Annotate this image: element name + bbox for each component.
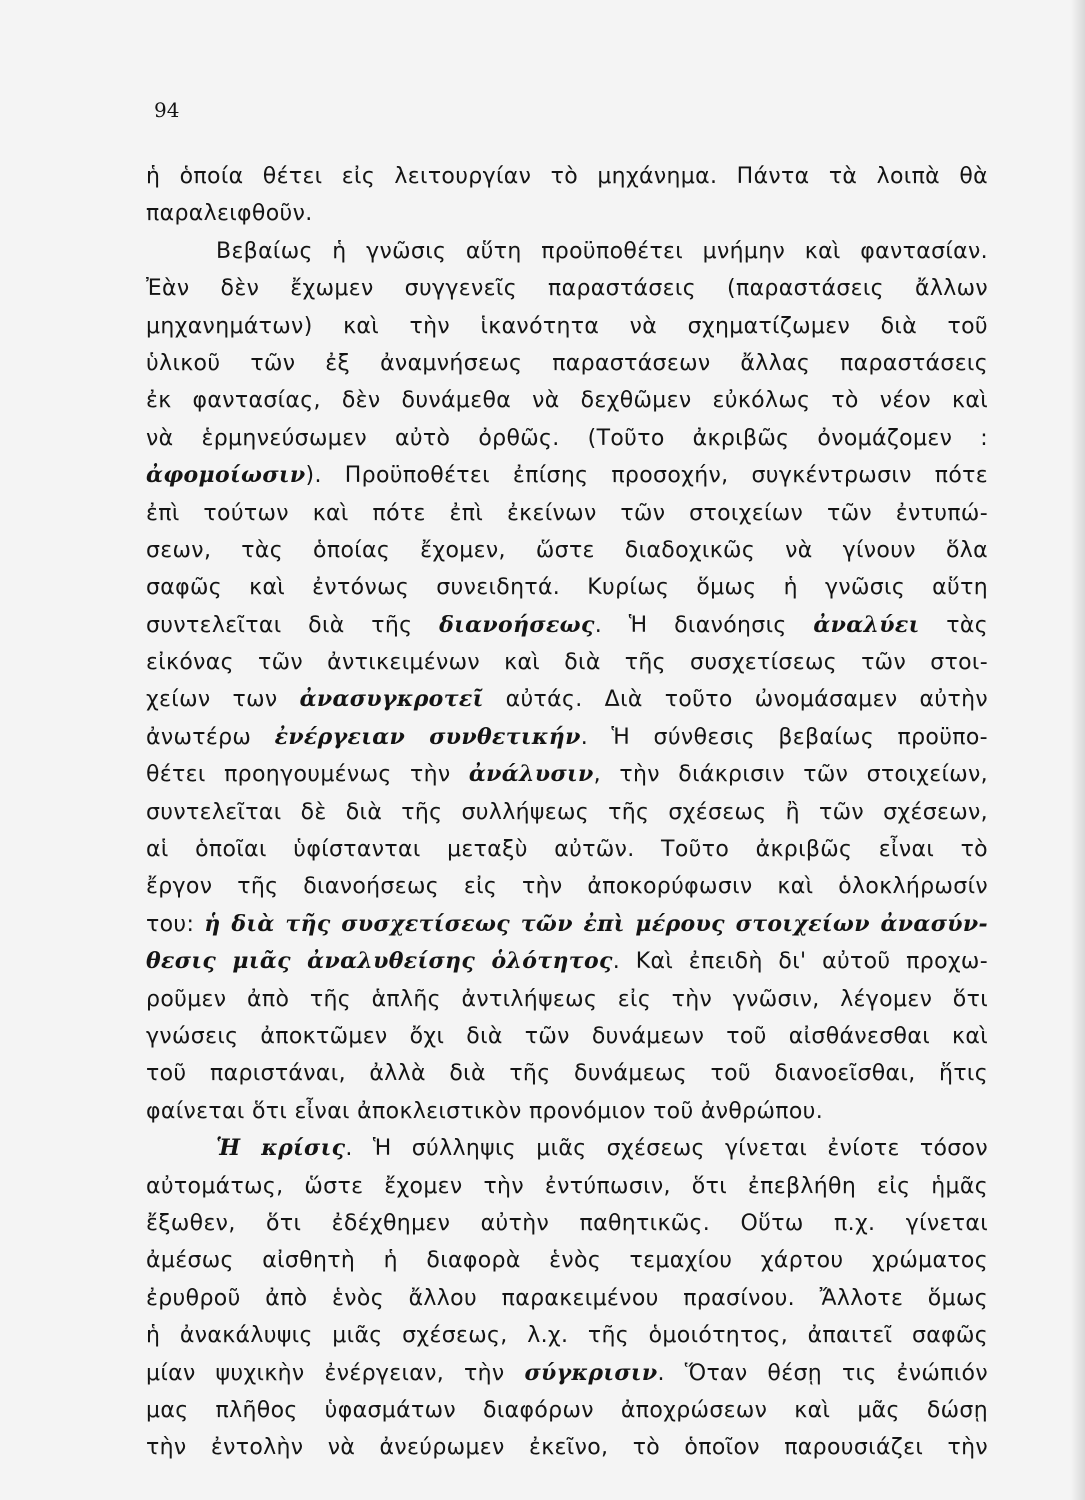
- text-line: [146, 644, 988, 681]
- text-line: [146, 681, 988, 718]
- text-line: [146, 382, 988, 419]
- emphasized-term: ἀφομοίωσιν: [146, 462, 306, 489]
- text-run: ἡ ἀνακάλυψις μιᾶς σχέσεως, λ.χ. τῆς ὁμοιότητος, ἀπαιτεῖ σαφῶς: [146, 1323, 988, 1349]
- text-run: αὐτάς. Διὰ τοῦτο ὠνομάσαμεν αὐτὴν: [483, 687, 989, 713]
- text-run: ἡ ὁποία θέτει εἰς λειτουργίαν τὸ μηχάνημα. Πάντα τὰ λοιπὰ θὰ: [146, 164, 988, 189]
- text-run: τὰς: [919, 612, 988, 638]
- emphasized-term: Ἡ κρίσις: [216, 1135, 346, 1162]
- text-line: [146, 943, 988, 980]
- text-run: παραλειφθοῦν.: [146, 201, 313, 227]
- emphasized-term: σύγκρισιν: [524, 1359, 658, 1386]
- text-line: [146, 569, 988, 606]
- text-run: γνώσεις ἀποκτῶμεν ὄχι διὰ τῶν δυνάμεων τοῦ αἰσθάνεσθαι καὶ: [146, 1023, 988, 1049]
- text-run: ἐκ φαντασίας, δὲν δυνάμεθα νὰ δεχθῶμεν εὐκόλως τὸ νέον καὶ: [146, 388, 988, 414]
- text-run: νὰ ἑρμηνεύσωμεν αὐτὸ ὀρθῶς. (Τοῦτο ἀκριβῶς ὀνομάζομεν :: [146, 425, 988, 451]
- text-run: ἐπὶ τούτων καὶ πότε ἐπὶ ἐκείνων τῶν στοιχείων τῶν ἐντυπώ-: [146, 500, 988, 526]
- text-run: . Ἡ σύλληψις μιᾶς σχέσεως γίνεται ἐνίοτε τόσον: [345, 1136, 988, 1162]
- text-run: μας πλῆθος ὑφασμάτων διαφόρων ἀποχρώσεων καὶ μᾶς δώσῃ: [146, 1397, 988, 1423]
- text-line: [146, 756, 988, 793]
- emphasized-term: ἀνασυγκροτεῖ: [299, 686, 484, 713]
- text-line: [146, 495, 988, 532]
- text-run: μηχανημάτων) καὶ τὴν ἱκανότητα νὰ σχηματίζωμεν διὰ τοῦ: [146, 313, 988, 339]
- text-line: [146, 270, 988, 307]
- text-line: [146, 1392, 988, 1429]
- text-run: τὴν ἐντολὴν νὰ ἀνεύρωμεν ἐκεῖνο, τὸ ὁποῖον παρουσιάζει τὴν: [146, 1435, 988, 1461]
- text-line: [146, 345, 988, 382]
- text-line: [146, 1093, 988, 1130]
- text-line: [146, 233, 988, 270]
- text-line: [146, 532, 988, 569]
- text-line: [146, 1018, 988, 1055]
- text-line: [146, 1355, 988, 1392]
- text-line: [146, 607, 988, 644]
- text-run: Ἐὰν δὲν ἔχωμεν συγγενεῖς παραστάσεις (παραστάσεις ἄλλων: [146, 276, 988, 302]
- text-run: ἔργον τῆς διανοήσεως εἰς τὴν ἀποκορύφωσιν καὶ ὁλοκλήρωσίν: [146, 874, 988, 900]
- text-run: σεων, τὰς ὁποίας ἔχομεν, ὥστε διαδοχικῶς νὰ γίνουν ὅλα: [146, 537, 988, 563]
- text-run: ). Προϋποθέτει ἐπίσης προσοχήν, συγκέντρωσιν πότε: [305, 463, 988, 489]
- text-run: αἱ ὁποῖαι ὑφίστανται μεταξὺ αὐτῶν. Τοῦτο ἀκριβῶς εἶναι τὸ: [146, 837, 988, 863]
- page-number: 94: [154, 98, 180, 122]
- text-line: [146, 1280, 988, 1317]
- text-line: [146, 195, 988, 232]
- text-line: [146, 719, 988, 756]
- text-run: θέτει προηγουμένως τὴν: [146, 762, 469, 788]
- text-line: [146, 794, 988, 831]
- text-line: [146, 1168, 988, 1205]
- emphasized-term: διανοήσεως: [439, 611, 595, 638]
- text-run: ὑλικοῦ τῶν ἐξ ἀναμνήσεως παραστάσεων ἄλλας παραστάσεις: [146, 350, 988, 376]
- text-line: [146, 868, 988, 905]
- text-run: χείων των: [146, 687, 300, 713]
- text-line: [146, 1317, 988, 1354]
- text-run: ροῦμεν ἀπὸ τῆς ἁπλῆς ἀντιλήψεως εἰς τὴν γνῶσιν, λέγομεν ὅτι: [146, 986, 988, 1012]
- text-run: . Ἡ σύνθεσις βεβαίως προϋπο-: [580, 724, 988, 750]
- text-line: [146, 1242, 988, 1279]
- text-line: [146, 457, 988, 494]
- text-line: [146, 420, 988, 457]
- text-run: Βεβαίως ἡ γνῶσις αὕτη προϋποθέτει μνήμην καὶ φαντασίαν.: [216, 238, 988, 264]
- page-edge-shadow: [1071, 0, 1085, 1500]
- text-run: του:: [146, 911, 205, 937]
- text-line: [146, 1130, 988, 1167]
- text-line: [146, 308, 988, 345]
- emphasized-term: ἀνάλυσιν: [468, 761, 594, 788]
- emphasized-term: θεσις μιᾶς ἀναλυθείσης ὁλότητος: [146, 948, 613, 975]
- text-run: , τὴν διάκρισιν τῶν στοιχείων,: [593, 762, 988, 788]
- text-line: [146, 1429, 988, 1466]
- text-run: . Ὅταν θέσῃ τις ἐνώπιόν: [657, 1360, 988, 1386]
- text-line: [146, 981, 988, 1018]
- text-line: [146, 831, 988, 868]
- text-line: [146, 906, 988, 943]
- emphasized-term: ἀναλύει: [813, 611, 920, 638]
- text-run: εἰκόνας τῶν ἀντικειμένων καὶ διὰ τῆς συσχετίσεως τῶν στοι-: [146, 650, 988, 676]
- text-run: σαφῶς καὶ ἐντόνως συνειδητά. Κυρίως ὅμως ἡ γνῶσις αὕτη: [146, 575, 988, 601]
- text-run: . Ἡ διανόησις: [594, 612, 814, 638]
- text-run: ἐρυθροῦ ἀπὸ ἑνὸς ἄλλου παρακειμένου πρασίνου. Ἄλλοτε ὅμως: [146, 1285, 988, 1311]
- text-run: συντελεῖται δὲ διὰ τῆς συλλήψεως τῆς σχέσεως ἢ τῶν σχέσεων,: [146, 799, 988, 825]
- text-run: ἀνωτέρω: [146, 724, 275, 750]
- text-run: ἀμέσως αἰσθητὴ ἡ διαφορὰ ἑνὸς τεμαχίου χάρτου χρώματος: [146, 1248, 988, 1274]
- text-run: . Καὶ ἐπειδὴ δι' αὐτοῦ προχω-: [612, 949, 988, 975]
- emphasized-term: ἡ διὰ τῆς συσχετίσεως τῶν ἐπὶ μέρους στοιχείων ἀνασύν-: [204, 910, 988, 937]
- text-line: [146, 1205, 988, 1242]
- text-run: συντελεῖται διὰ τῆς: [146, 612, 440, 638]
- text-run: φαίνεται ὅτι εἶναι ἀποκλειστικὸν προνόμιον τοῦ ἀνθρώπου.: [146, 1098, 824, 1124]
- body-text: [146, 158, 988, 1467]
- text-run: ἔξωθεν, ὅτι ἐδέχθημεν αὐτὴν παθητικῶς. Οὕτω π.χ. γίνεται: [146, 1210, 988, 1236]
- text-run: αὐτομάτως, ὥστε ἔχομεν τὴν ἐντύπωσιν, ὅτι ἐπεβλήθη εἰς ἡμᾶς: [146, 1173, 988, 1199]
- text-run: μίαν ψυχικὴν ἐνέργειαν, τὴν: [146, 1360, 525, 1386]
- emphasized-term: ἐνέργειαν συνθετικήν: [274, 723, 581, 750]
- text-line: [146, 1055, 988, 1092]
- text-run: τοῦ παριστάναι, ἀλλὰ διὰ τῆς δυνάμεως τοῦ διανοεῖσθαι, ἥτις: [146, 1061, 988, 1087]
- text-line: [146, 158, 988, 195]
